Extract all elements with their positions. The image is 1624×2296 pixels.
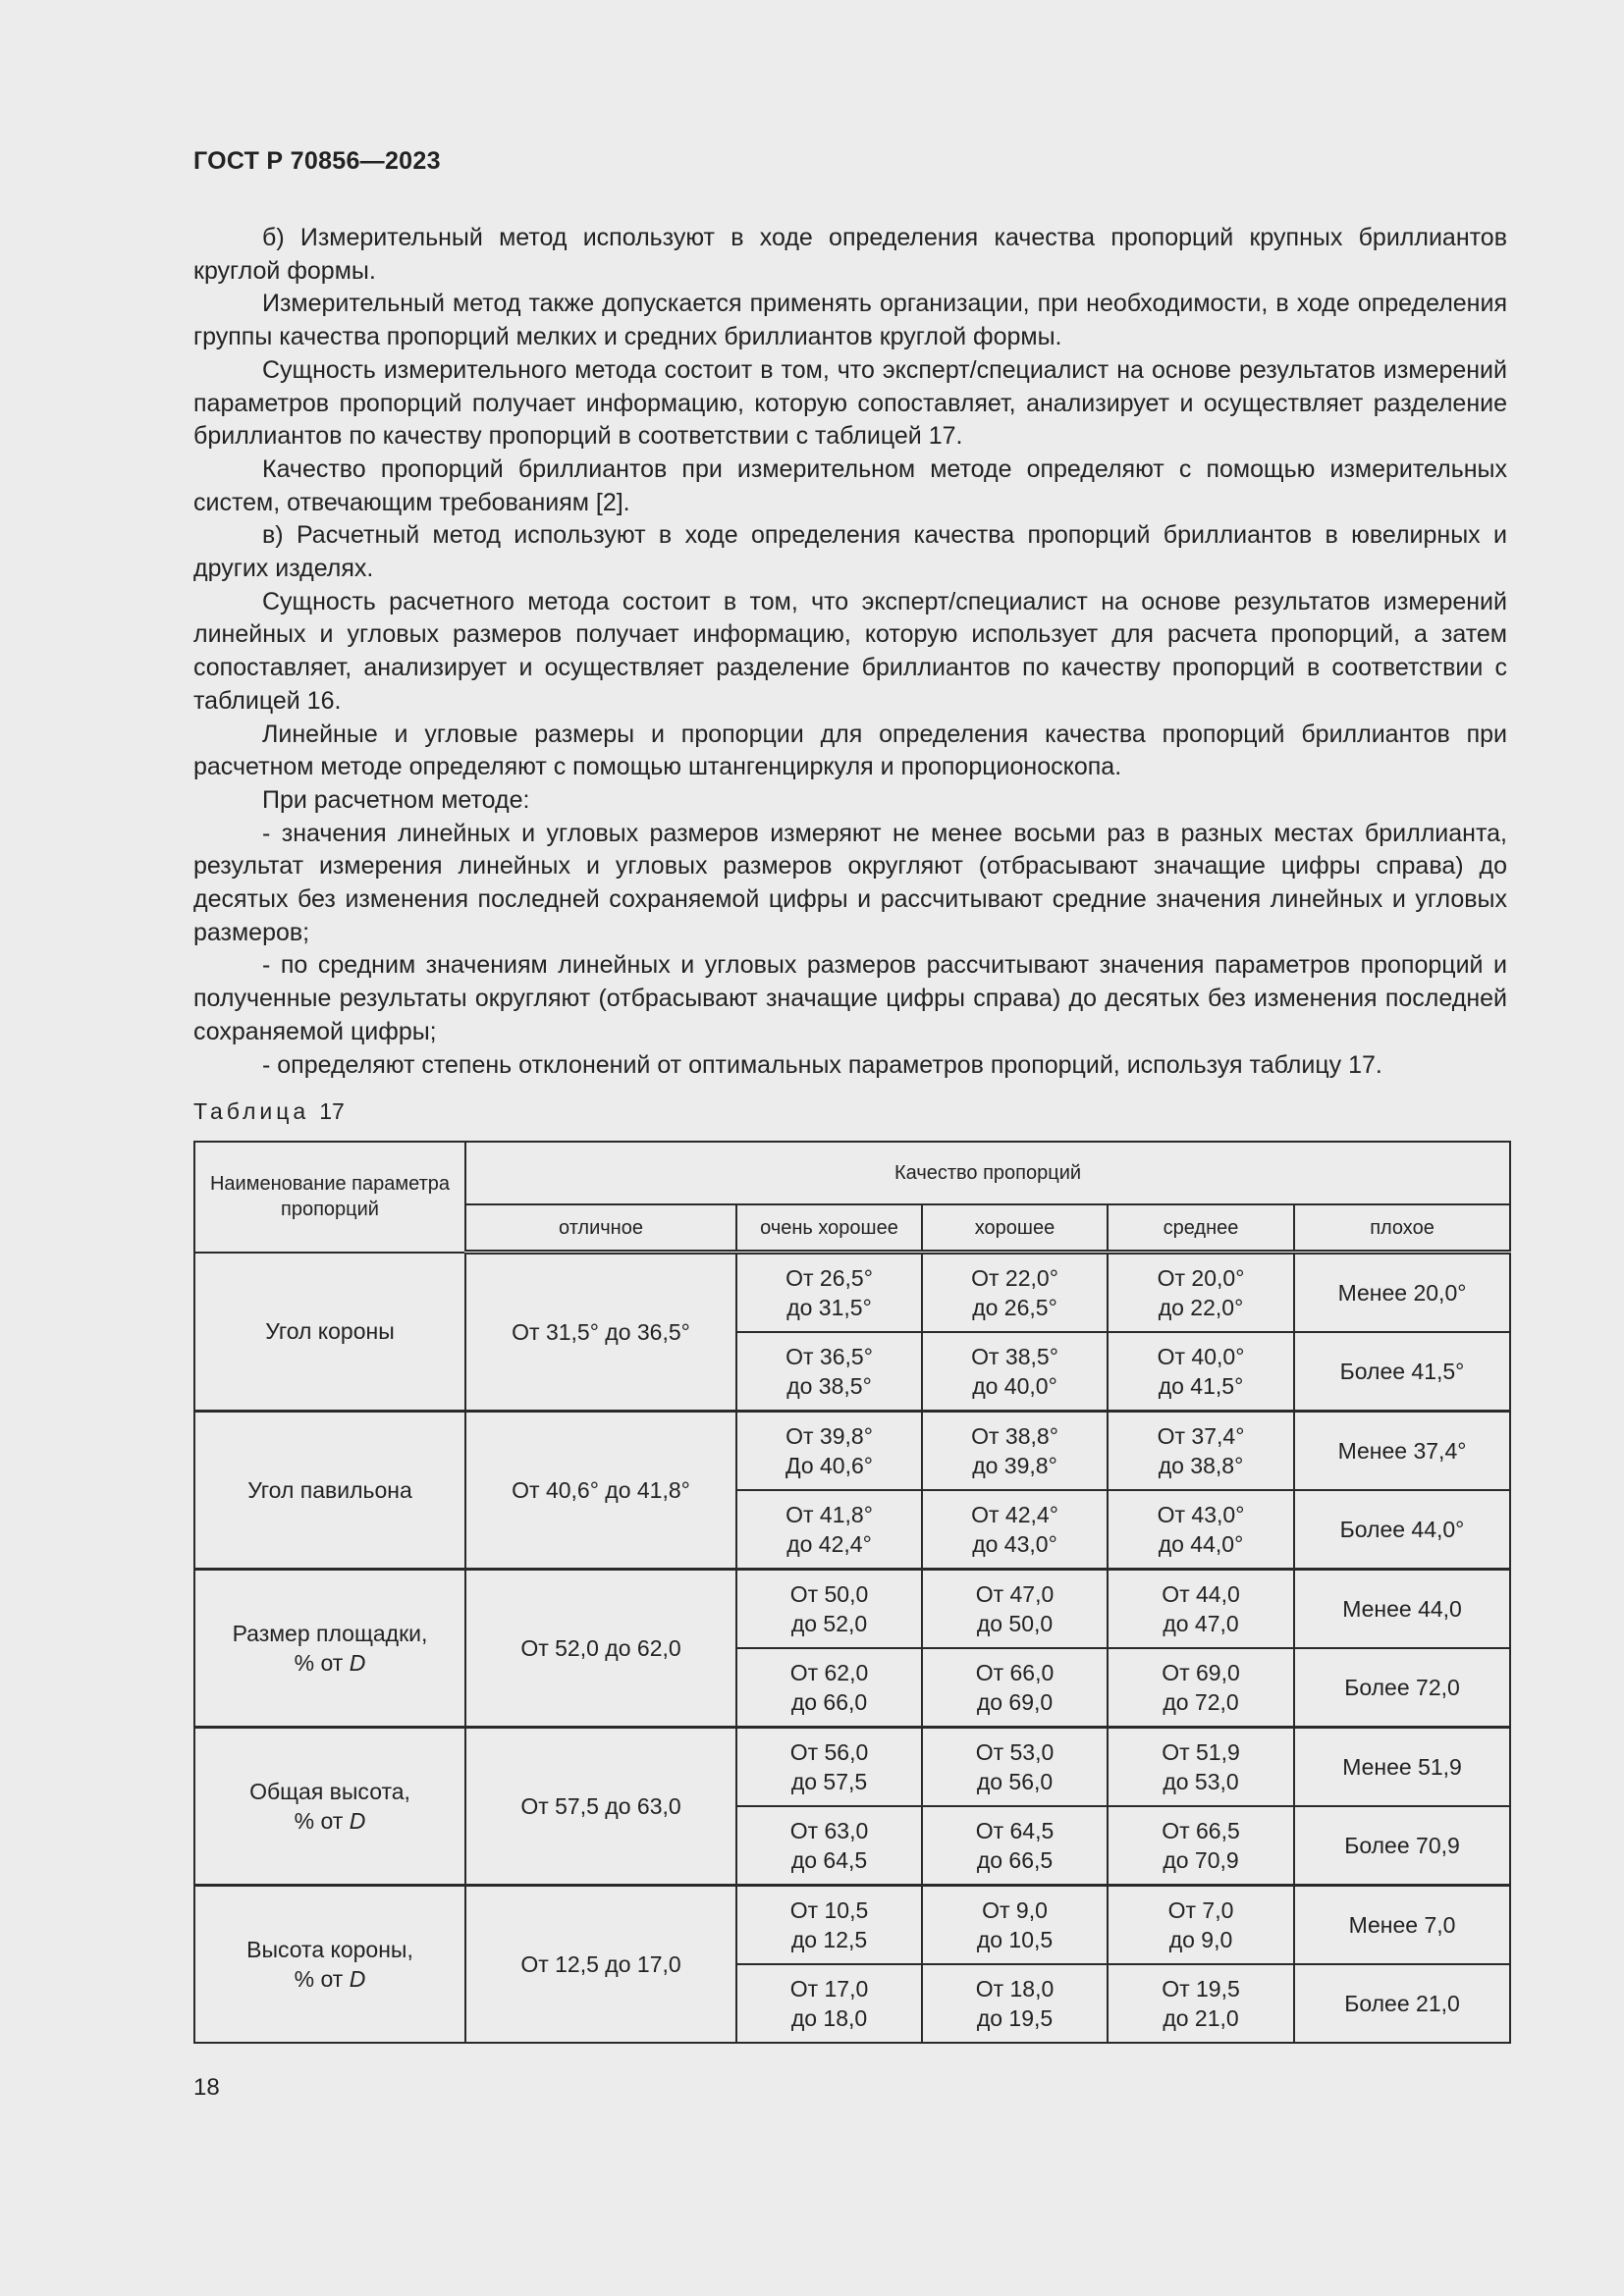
range-line: От 38,8° <box>971 1423 1058 1449</box>
poor-cell: Менее 51,9 <box>1294 1728 1510 1807</box>
poor-cell: Менее 20,0° <box>1294 1253 1510 1333</box>
range-line: От 66,5 <box>1162 1818 1240 1843</box>
range-line: От 37,4° <box>1157 1423 1245 1449</box>
poor-cell: Более 21,0 <box>1294 1964 1510 2043</box>
param-unit-text: % от <box>294 1808 344 1834</box>
excellent-cell: От 52,0 до 62,0 <box>465 1570 736 1728</box>
range-line: до 47,0 <box>1163 1611 1239 1636</box>
table-caption <box>193 1098 345 1125</box>
very-good-cell <box>736 1886 922 1965</box>
proportions-table <box>193 1141 1511 2044</box>
very-good-cell <box>736 1728 922 1807</box>
param-name-cell <box>194 1886 465 2044</box>
excellent-cell: От 31,5° до 36,5° <box>465 1253 736 1412</box>
param-name-cell <box>194 1412 465 1570</box>
param-name-cell <box>194 1570 465 1728</box>
header-column-excellent: отличное <box>465 1204 736 1253</box>
range-line: От 51,9 <box>1162 1739 1240 1765</box>
very-good-cell <box>736 1964 922 2043</box>
very-good-cell <box>736 1806 922 1886</box>
range-line: до 40,0° <box>972 1373 1057 1399</box>
table-row <box>194 1412 1510 1491</box>
range-line: до 72,0 <box>1163 1689 1239 1715</box>
header-column-very-good: очень хорошее <box>736 1204 922 1253</box>
header-quality-group: Качество пропорций <box>465 1142 1510 1204</box>
range-line: От 17,0 <box>789 1976 869 2002</box>
good-cell <box>922 1806 1108 1886</box>
good-cell <box>922 1570 1108 1649</box>
range-line: От 10,5 <box>789 1897 869 1923</box>
poor-cell: Более 41,5° <box>1294 1332 1510 1412</box>
range-line: до 9,0 <box>1168 1927 1233 1952</box>
param-unit-variable: D <box>349 1966 366 1992</box>
range-line: От 22,0° <box>971 1265 1058 1291</box>
very-good-cell <box>736 1648 922 1728</box>
range-line: От 43,0° <box>1157 1502 1245 1527</box>
range-line: От 36,5° <box>785 1344 873 1369</box>
range-line: до 10,5 <box>976 1927 1054 1952</box>
table-caption-label: Таблица <box>193 1098 310 1124</box>
very-good-cell <box>736 1490 922 1570</box>
range-line: до 12,5 <box>790 1927 868 1952</box>
range-line: до 64,5 <box>790 1847 868 1873</box>
range-line: до 69,0 <box>976 1689 1054 1715</box>
paragraph: - по средним значениям линейных и угловых размеров рассчитывают значения параметров пропорций и полученные результаты округляют (отбрасывают значащие цифры справа) до десятых без изменения последней сохраняемой цифры; <box>193 951 1507 1045</box>
range-line: От 47,0 <box>975 1581 1055 1607</box>
range-line: От 50,0 <box>789 1581 869 1607</box>
param-name: Угол короны <box>265 1318 395 1345</box>
excellent-cell: От 40,6° до 41,8° <box>465 1412 736 1570</box>
very-good-cell <box>736 1570 922 1649</box>
paragraph: Сущность измерительного метода состоит в том, что эксперт/специалист на основе результатов измерений параметров пропорций получает информацию, которую сопоставляет, анализирует и осуществляет разделение бриллиантов по качеству пропорций в соответствии с таблицей 17. <box>193 355 1507 451</box>
param-unit-variable: D <box>349 1808 366 1834</box>
excellent-cell: От 12,5 до 17,0 <box>465 1886 736 2044</box>
param-name-cell <box>194 1253 465 1412</box>
poor-cell: Более 44,0° <box>1294 1490 1510 1570</box>
good-cell <box>922 1728 1108 1807</box>
average-cell <box>1108 1964 1294 2043</box>
table-row <box>194 1886 1510 1965</box>
range-line: до 53,0 <box>1163 1769 1239 1794</box>
range-line: От 42,4° <box>971 1502 1058 1527</box>
param-name: Угол павильона <box>247 1477 412 1503</box>
very-good-cell <box>736 1332 922 1412</box>
range-line: От 56,0 <box>789 1739 869 1765</box>
range-line: до 22,0° <box>1158 1295 1244 1320</box>
good-cell <box>922 1412 1108 1491</box>
param-name: Размер площадки, <box>232 1621 428 1646</box>
good-cell <box>922 1886 1108 1965</box>
very-good-cell <box>736 1253 922 1333</box>
poor-cell: Менее 44,0 <box>1294 1570 1510 1649</box>
range-line: От 44,0 <box>1162 1581 1240 1607</box>
range-line: От 18,0 <box>975 1976 1055 2002</box>
range-line: до 52,0 <box>790 1611 868 1636</box>
range-line: до 38,5° <box>786 1373 872 1399</box>
param-unit-text: % от <box>294 1650 344 1676</box>
paragraph: б) Измерительный метод используют в ходе определения качества пропорций крупных бриллиантов круглой формы. <box>193 224 1507 285</box>
table-row <box>194 1570 1510 1649</box>
param-name: Высота короны, <box>246 1937 413 1962</box>
good-cell <box>922 1964 1108 2043</box>
paragraph: Измерительный метод также допускается применять организации, при необходимости, в ходе определения группы качества пропорций мелких и средних бриллиантов круглой формы. <box>193 290 1507 351</box>
param-name: Общая высота, <box>249 1779 410 1804</box>
range-line: От 62,0 <box>789 1660 869 1685</box>
good-cell <box>922 1332 1108 1412</box>
range-line: до 44,0° <box>1158 1531 1244 1557</box>
range-line: От 64,5 <box>975 1818 1055 1843</box>
range-line: От 41,8° <box>785 1502 873 1527</box>
range-line: до 66,5 <box>976 1847 1054 1873</box>
range-line: От 40,0° <box>1157 1344 1245 1369</box>
average-cell <box>1108 1570 1294 1649</box>
header-column-good: хорошее <box>922 1204 1108 1253</box>
poor-cell: Более 72,0 <box>1294 1648 1510 1728</box>
range-line: до 43,0° <box>972 1531 1057 1557</box>
table-header-row <box>194 1142 1510 1204</box>
param-unit-text: % от <box>294 1966 344 1992</box>
range-line: От 26,5° <box>785 1265 873 1291</box>
range-line: до 21,0 <box>1163 2005 1239 2031</box>
param-unit-variable: D <box>349 1650 366 1676</box>
range-line: От 7,0 <box>1167 1897 1234 1923</box>
range-line: до 42,4° <box>786 1531 872 1557</box>
average-cell <box>1108 1728 1294 1807</box>
header-column-average: среднее <box>1108 1204 1294 1253</box>
param-unit <box>195 1806 464 1836</box>
paragraph: При расчетном методе: <box>262 785 530 814</box>
paragraph: Сущность расчетного метода состоит в том, что эксперт/специалист на основе результатов измерений линейных и угловых размеров получает информацию, которую использует для расчета пропорций, а затем сопоставляет, анализирует и осуществляет разделение бриллиантов по качеству пропорций в соответствии с таблицей 16. <box>193 587 1507 715</box>
range-line: до 19,5 <box>976 2005 1054 2031</box>
paragraph: в) Расчетный метод используют в ходе определения качества пропорций бриллиантов в ювелирных и других изделях. <box>193 521 1507 583</box>
poor-cell: Менее 37,4° <box>1294 1412 1510 1491</box>
good-cell <box>922 1648 1108 1728</box>
param-unit <box>195 1964 464 1994</box>
range-line: до 70,9 <box>1163 1847 1239 1873</box>
range-line: От 19,5 <box>1162 1976 1240 2002</box>
average-cell <box>1108 1253 1294 1333</box>
paragraph: - определяют степень отклонений от оптимальных параметров пропорций, используя таблицу 17. <box>262 1050 1382 1079</box>
excellent-cell: От 57,5 до 63,0 <box>465 1728 736 1886</box>
range-line: до 57,5 <box>790 1769 868 1794</box>
body-text <box>193 222 1507 1082</box>
range-line: От 63,0 <box>789 1818 869 1843</box>
range-line: до 66,0 <box>790 1689 868 1715</box>
header-param-name: Наименование параметра пропорций <box>194 1142 465 1253</box>
range-line: до 31,5° <box>786 1295 872 1320</box>
table-row <box>194 1253 1510 1333</box>
range-line: До 40,6° <box>785 1453 873 1478</box>
table-body <box>194 1253 1510 2044</box>
poor-cell: Более 70,9 <box>1294 1806 1510 1886</box>
paragraph: Линейные и угловые размеры и пропорции для определения качества пропорций бриллиантов при расчетном методе определяют с помощью штангенциркуля и пропорционоскопа. <box>193 720 1507 781</box>
document-code-header: ГОСТ Р 70856—2023 <box>193 147 441 175</box>
good-cell <box>922 1490 1108 1570</box>
range-line: От 66,0 <box>975 1660 1055 1685</box>
table-caption-number: 17 <box>319 1098 345 1124</box>
header-column-poor: плохое <box>1294 1204 1510 1253</box>
range-line: От 9,0 <box>982 1897 1048 1923</box>
average-cell <box>1108 1886 1294 1965</box>
range-line: до 26,5° <box>972 1295 1057 1320</box>
good-cell <box>922 1253 1108 1333</box>
range-line: От 39,8° <box>785 1423 873 1449</box>
table-row <box>194 1728 1510 1807</box>
range-line: От 53,0 <box>975 1739 1055 1765</box>
range-line: От 38,5° <box>971 1344 1058 1369</box>
page-number: 18 <box>193 2074 220 2101</box>
paragraph: - значения линейных и угловых размеров измеряют не менее восьми раз в разных местах бриллианта, результат измерения линейных и угловых размеров округляют (отбрасывают значащие цифры справа) до десятых без изменения последней сохраняемой цифры и рассчитывают средние значения линейных и угловых размеров; <box>193 819 1507 946</box>
range-line: до 56,0 <box>976 1769 1054 1794</box>
range-line: От 69,0 <box>1162 1660 1240 1685</box>
param-unit <box>195 1648 464 1678</box>
range-line: до 41,5° <box>1158 1373 1244 1399</box>
range-line: до 39,8° <box>972 1453 1057 1478</box>
paragraph: Качество пропорций бриллиантов при измерительном методе определяют с помощью измерительных систем, отвечающим требованиям [2]. <box>193 454 1507 516</box>
range-line: до 50,0 <box>976 1611 1054 1636</box>
param-name-cell <box>194 1728 465 1886</box>
range-line: до 18,0 <box>790 2005 868 2031</box>
very-good-cell <box>736 1412 922 1491</box>
range-line: От 20,0° <box>1157 1265 1245 1291</box>
average-cell <box>1108 1648 1294 1728</box>
average-cell <box>1108 1806 1294 1886</box>
average-cell <box>1108 1332 1294 1412</box>
poor-cell: Менее 7,0 <box>1294 1886 1510 1965</box>
average-cell <box>1108 1412 1294 1491</box>
range-line: до 38,8° <box>1158 1453 1244 1478</box>
average-cell <box>1108 1490 1294 1570</box>
